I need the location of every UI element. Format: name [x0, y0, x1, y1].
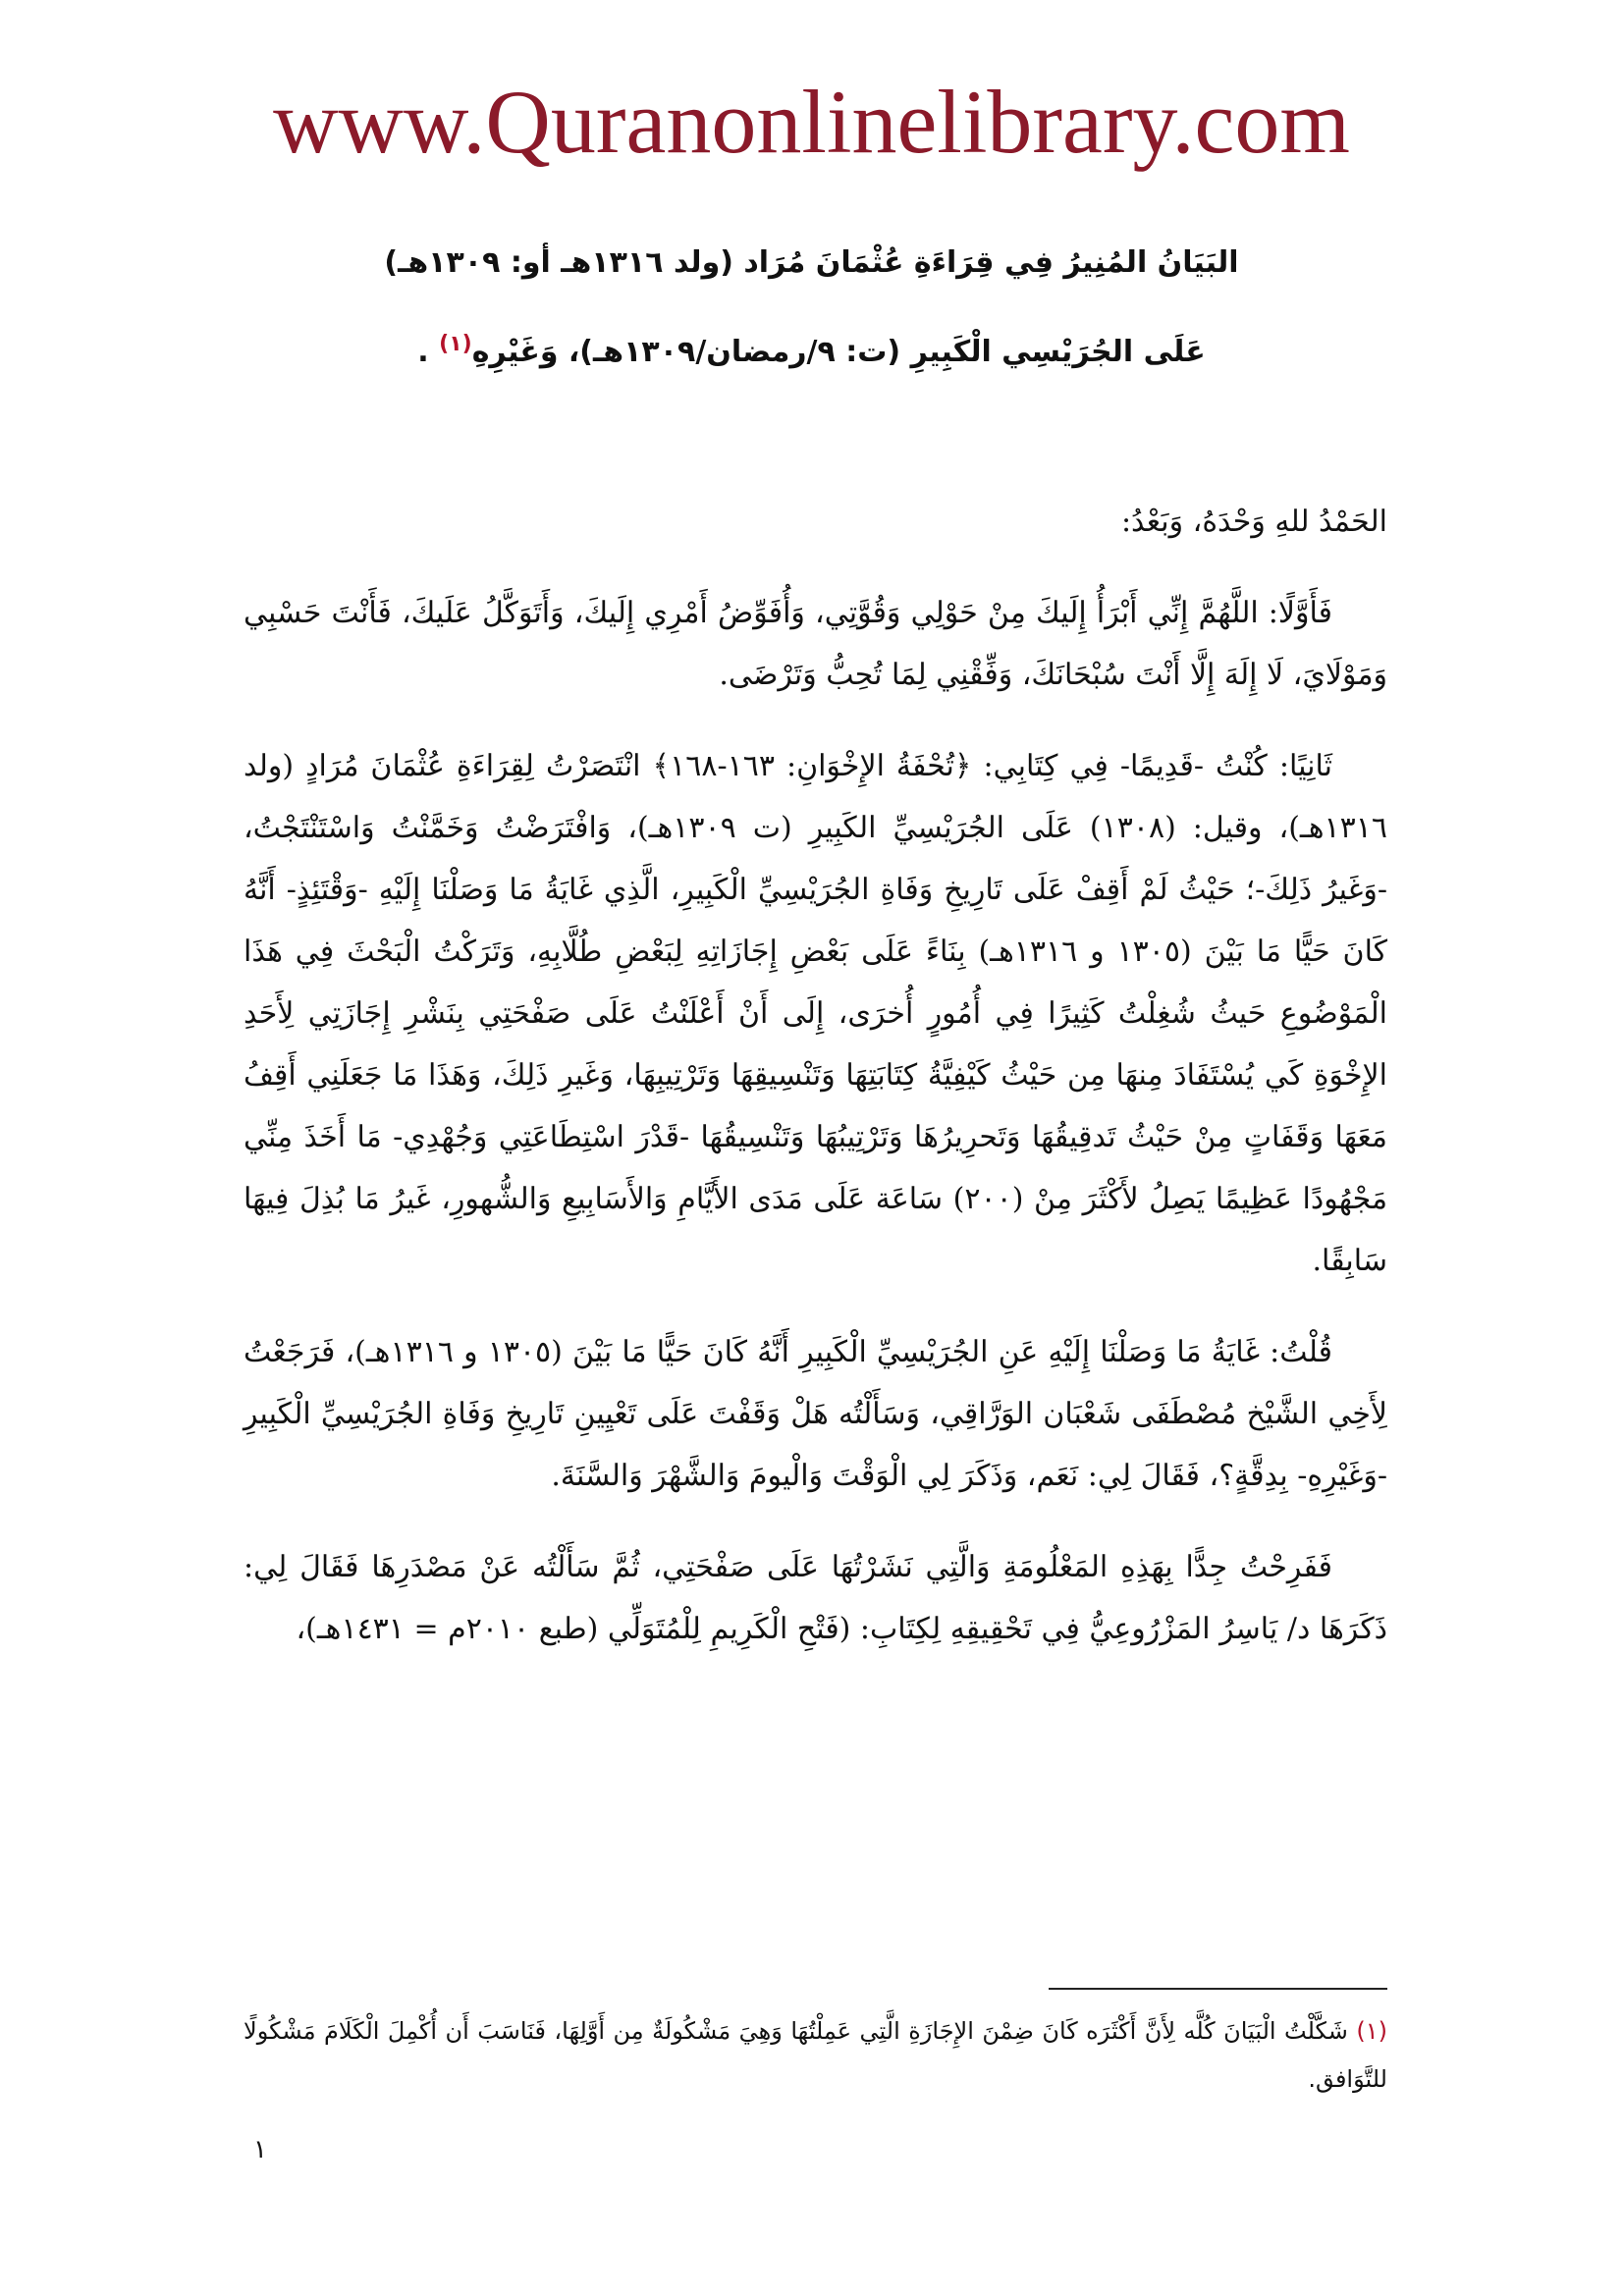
paragraph-supplication: فَأَوَّلًا: اللَّهُمَّ إِنِّي أَبْرَأُ إِلَيكَ مِنْ حَوْلِي وَقُوَّتِي، وَأُفَوِّضُ أَمْرِي إِلَيكَ، وَأَتَوَكَّلُ عَلَيكَ، فَأَنْتَ حَسْبِي وَمَوْلَايَ، لَا إِلَهَ إِلَّا أَنْتَ سُبْحَانَكَ، وَفِّقْنِي لِمَا تُحِبُّ وَتَرْضَى. [243, 596, 1387, 692]
paragraph-secondly: ثَانِيًا: كُنْتُ -قَدِيمًا- فِي كِتَابِي: ﴿تُحْفَةُ الإِخْوَانِ: ١٦٣-١٦٨﴾ انْتَصَرْتُ لِقِرَاءَةِ عُثْمَانَ مُرَادٍ (ولد ١٣١٦هـ)، وقيل: (١٣٠٨) عَلَى الجُرَيْسِيِّ الكَبِيرِ (ت ١٣٠٩هـ)، وَافْتَرَضْتُ وَخَمَّنْتُ وَاسْتَنْتَجْتُ، -وَغَيرُ ذَلِكَ-؛ حَيْثُ لَمْ أَقِفْ عَلَى تَارِيخِ وَفَاةِ الجُرَيْسِيِّ الْكَبِيرِ، الَّذِي غَايَةُ مَا وَصَلْنَا إِلَيْهِ -وَقْتَئِذٍ- أَنَّهُ كَانَ حَيًّا مَا بَيْنَ (١٣٠٥ و ١٣١٦هـ) بِنَاءً عَلَى بَعْضِ إِجَازَاتِهِ لِبَعْضِ طُلَّابِهِ، وَتَرَكْتُ الْبَحْثَ فِي هَذَا الْمَوْضُوعِ حَيثُ شُغِلْتُ كَثِيرًا فِي أُمُورٍ أُخرَى، إِلَى أَنْ أَعْلَنْتُ عَلَى صَفْحَتِي بِنَشْرِ إِجَازَتِي لِأَحَدِ الإِخْوَةِ كَي يُسْتَفَادَ مِنهَا مِن حَيْثُ كَيْفِيَّةُ كِتَابَتِهَا وَتَنْسِيقِهَا وَتَرْتِيبِهَا، وَغَيرِ ذَلِكَ، وَهَذَا مَا جَعَلَنِي أَقِفُ مَعَهَا وَقَفَاتٍ مِنْ حَيْثُ تَدقِيقُهَا وَتَحرِيرُهَا وَتَرْتِيبُهَا وَتَنْسِيقُهَا -قَدْرَ اسْتِطَاعَتِي وَجُهْدِي- مَا أَخَذَ مِنِّي مَجْهُودًا عَظِيمًا يَصِلُ لأَكْثَرَ مِنْ (٢٠٠) سَاعَة عَلَى مَدَى الأَيَّامِ وَالأَسَابِيعِ وَالشُّهورِ، غَيرُ مَا بُذِلَ فِيهَا سَابِقًا. [243, 749, 1388, 1278]
footnote [243, 2007, 1387, 2104]
paragraph-i-said: قُلْتُ: غَايَةُ مَا وَصَلْنَا إِلَيْهِ عَنِ الجُرَيْسِيِّ الْكَبِيرِ أَنَّهُ كَانَ حَيًّا مَا بَيْنَ (١٣٠٥ و ١٣١٦هـ)، فَرَجَعْتُ لِأَخِي الشَّيْخ مُصْطَفَى شَعْبَان الوَرَّاقِي، وَسَأَلْتُه هَلْ وَقَفْتَ عَلَى تَعْيِينِ تَارِيخِ وَفَاةِ الجُرَيْسِيِّ الْكَبِيرِ -وَغَيْرِهِ- بِدِقَّةٍ؟، فَقَالَ لِي: نَعَم، وَذَكَرَ لِي الْوَقْتَ وَالْيومَ وَالشَّهْرَ وَالسَّنَةَ. [243, 1335, 1387, 1493]
site-header-url: www.Quranonlinelibrary.com [273, 72, 1350, 172]
paragraph-opening: الحَمْدُ للهِ وَحْدَهُ، وَبَعْدُ: [1120, 505, 1387, 539]
title-end-mark: . [417, 335, 440, 369]
footnote-text: شَكَّلْتُ الْبَيَانَ كُلَّه لِأَنَّ أَكْثَرَه كَانَ ضِمْنَ الإِجَازَةِ الَّتِي عَمِلْتُهَا وَهِيَ مَشْكُولَةٌ مِن أَوَّلِهَا، فَنَاسَبَ أَن أُكْمِلَ الْكَلَامَ مَشْكُولًا للتَّوَافق. [243, 2017, 1387, 2093]
document-title-line-2 [118, 332, 1505, 369]
footnote-divider [1049, 1988, 1387, 1990]
footnote-number: (١) [1356, 2017, 1387, 2045]
body-text [243, 491, 1387, 1689]
page-number: ١ [253, 2135, 267, 2164]
footnote-reference[interactable]: (١) [439, 332, 472, 356]
document-title-line-1: البَيَانُ المُنِيرُ فِي قِرَاءَةِ عُثْمَانَ مُرَاد (ولد ١٣١٦هـ أو: ١٣٠٩هـ) [384, 245, 1239, 280]
title-line-2-text: عَلَى الجُرَيْسِي الْكَبِيرِ (ت: ٩/رمضان/١٣٠٩هـ)، وَغَيْرِهِ [471, 335, 1206, 369]
paragraph-source: فَفَرِحْتُ جِدًّا بِهَذِهِ المَعْلُومَةِ وَالَّتِي نَشَرْتُهَا عَلَى صَفْحَتِي، ثُمَّ سَأَلْتُه عَنْ مَصْدَرِهَا فَقَالَ لِي: ذَكَرَهَا د/ يَاسِرُ المَزْرُوعِيُّ فِي تَحْقِيقِهِ لِكِتَابِ: (فَتْحِ الْكَرِيمِ لِلْمُتَوَلِّي (طبع ٢٠١٠م = ١٤٣١هـ)، [243, 1550, 1387, 1646]
